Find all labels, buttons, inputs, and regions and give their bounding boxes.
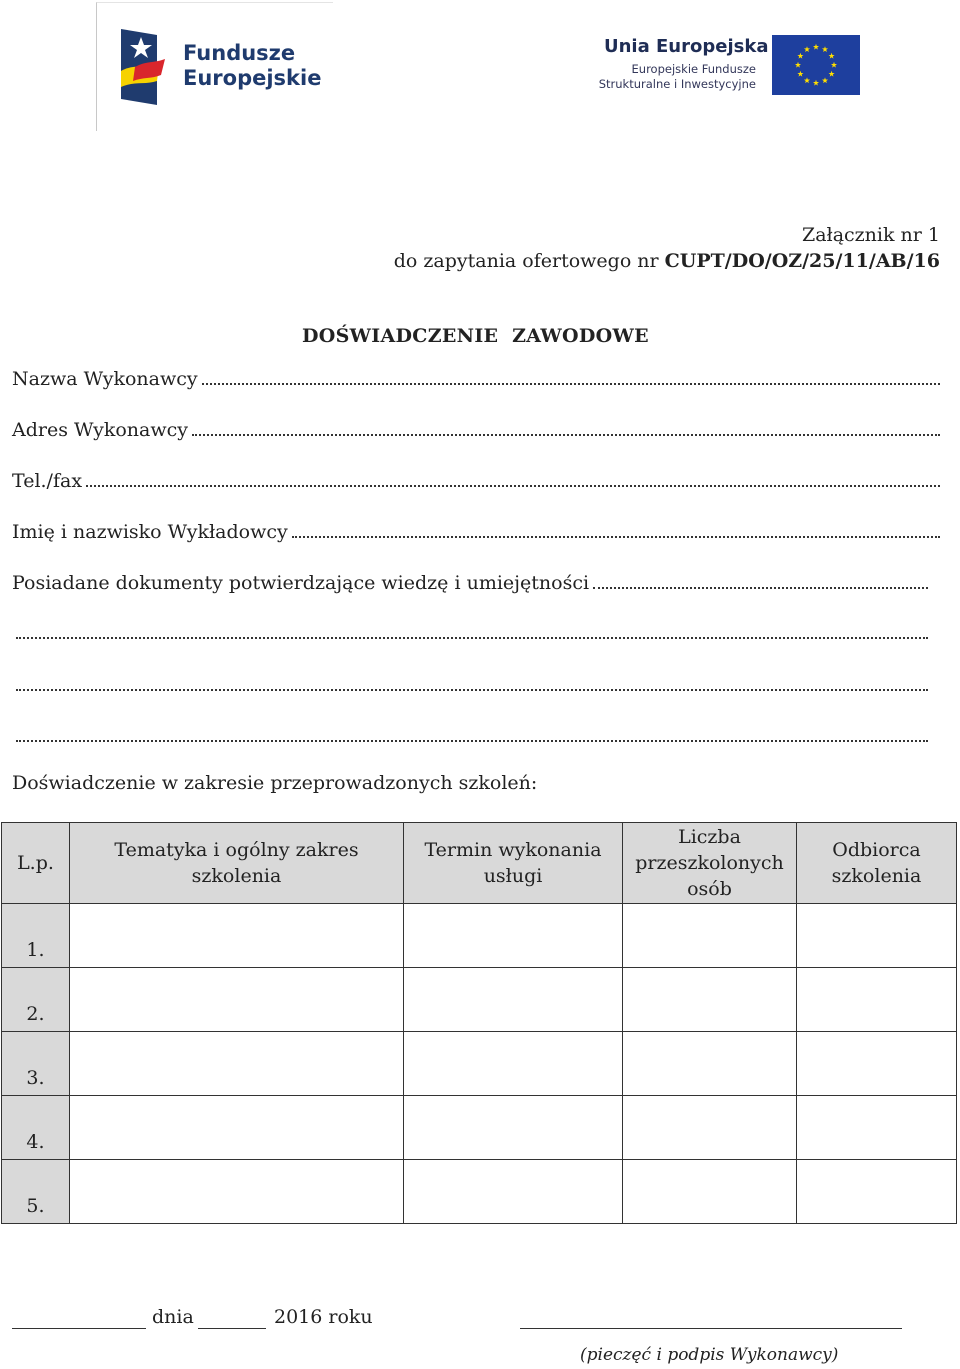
header-lp: L.p.: [2, 823, 70, 904]
row-number: 2.: [2, 968, 70, 1032]
row-number: 4.: [2, 1096, 70, 1160]
row-number: 3.: [2, 1032, 70, 1096]
recipient-cell[interactable]: [797, 904, 957, 968]
phone-fax-label: Tel./fax: [12, 470, 83, 492]
topic-cell[interactable]: [70, 1032, 404, 1096]
date-cell[interactable]: [404, 1096, 623, 1160]
fill-line: [16, 636, 928, 639]
fill-line: [192, 433, 940, 436]
recipient-cell[interactable]: [797, 1032, 957, 1096]
recipient-cell[interactable]: [797, 1096, 957, 1160]
dnia-label: dnia: [152, 1306, 194, 1328]
participants-cell[interactable]: [623, 1160, 797, 1224]
fundusze-europejskie-logo: [96, 2, 333, 131]
date-cell[interactable]: [404, 904, 623, 968]
participants-cell[interactable]: [623, 1096, 797, 1160]
fill-line: [202, 382, 940, 385]
table-row: [2, 1160, 957, 1224]
lecturer-name-label: Imię i nazwisko Wykładowcy: [12, 521, 288, 543]
documents-field: [12, 570, 928, 594]
phone-fax-field: [12, 468, 940, 492]
contractor-name-label: Nazwa Wykonawcy: [12, 368, 198, 390]
contractor-address-field: [12, 417, 940, 441]
fe-emblem-icon: [117, 25, 169, 107]
participants-cell[interactable]: [623, 968, 797, 1032]
experience-label: Doświadczenie w zakresie przeprowadzonych szkoleń:: [12, 772, 538, 794]
annex-reference-prefix: do zapytania ofertowego nr: [393, 250, 665, 272]
header-recipient: Odbiorca szkolenia: [797, 823, 957, 904]
fe-logo-line2: Europejskie: [183, 66, 322, 90]
table-row: [2, 968, 957, 1032]
year-label: 2016 roku: [274, 1306, 373, 1328]
ue-logo-sub2: Strukturalne i Inwestycyjne: [598, 77, 756, 91]
signature-line[interactable]: [520, 1327, 902, 1329]
document-title: DOŚWIADCZENIE ZAWODOWE: [302, 325, 649, 347]
date-cell[interactable]: [404, 1032, 623, 1096]
table-header-row: [2, 823, 957, 904]
day-blank-line[interactable]: [12, 1327, 146, 1329]
row-number: 5.: [2, 1160, 70, 1224]
contractor-address-label: Adres Wykonawcy: [12, 419, 189, 441]
annex-reference-line: [394, 248, 940, 274]
month-blank-line[interactable]: [198, 1327, 266, 1329]
ue-logo-title: Unia Europejska: [604, 36, 769, 57]
recipient-cell[interactable]: [797, 1160, 957, 1224]
topic-cell[interactable]: [70, 1096, 404, 1160]
unia-europejska-logo: [586, 30, 862, 100]
signature-caption: (pieczęć i podpis Wykonawcy): [580, 1345, 839, 1365]
ue-logo-sub1: Europejskie Fundusze: [631, 62, 756, 76]
date-cell[interactable]: [404, 968, 623, 1032]
fill-line: [593, 586, 928, 589]
lecturer-name-field: [12, 519, 940, 543]
participants-cell[interactable]: [623, 904, 797, 968]
annex-reference-number: CUPT/DO/OZ/25/11/AB/16: [664, 250, 940, 272]
documents-label: Posiadane dokumenty potwierdzające wiedzę i umiejętności: [12, 572, 590, 594]
annex-header: [394, 222, 940, 274]
topic-cell[interactable]: [70, 968, 404, 1032]
table-row: [2, 904, 957, 968]
topic-cell[interactable]: [70, 904, 404, 968]
recipient-cell[interactable]: [797, 968, 957, 1032]
fill-line: [292, 535, 940, 538]
table-row: [2, 1096, 957, 1160]
annex-number: Załącznik nr 1: [802, 224, 940, 246]
eu-flag-icon: [772, 35, 860, 95]
fill-line: [86, 484, 940, 487]
topic-cell[interactable]: [70, 1160, 404, 1224]
contractor-name-field: [12, 366, 940, 390]
participants-cell[interactable]: [623, 1032, 797, 1096]
header-topic: Tematyka i ogólny zakres szkolenia: [70, 823, 404, 904]
header-date: Termin wykonania usługi: [404, 823, 623, 904]
fe-logo-line1: Fundusze: [183, 41, 296, 65]
fill-line: [16, 739, 928, 742]
date-cell[interactable]: [404, 1160, 623, 1224]
fill-line: [16, 688, 928, 691]
header-participants: Liczba przeszkolonych osób: [623, 823, 797, 904]
row-number: 1.: [2, 904, 70, 968]
table-row: [2, 1032, 957, 1096]
experience-table: [1, 822, 957, 1224]
